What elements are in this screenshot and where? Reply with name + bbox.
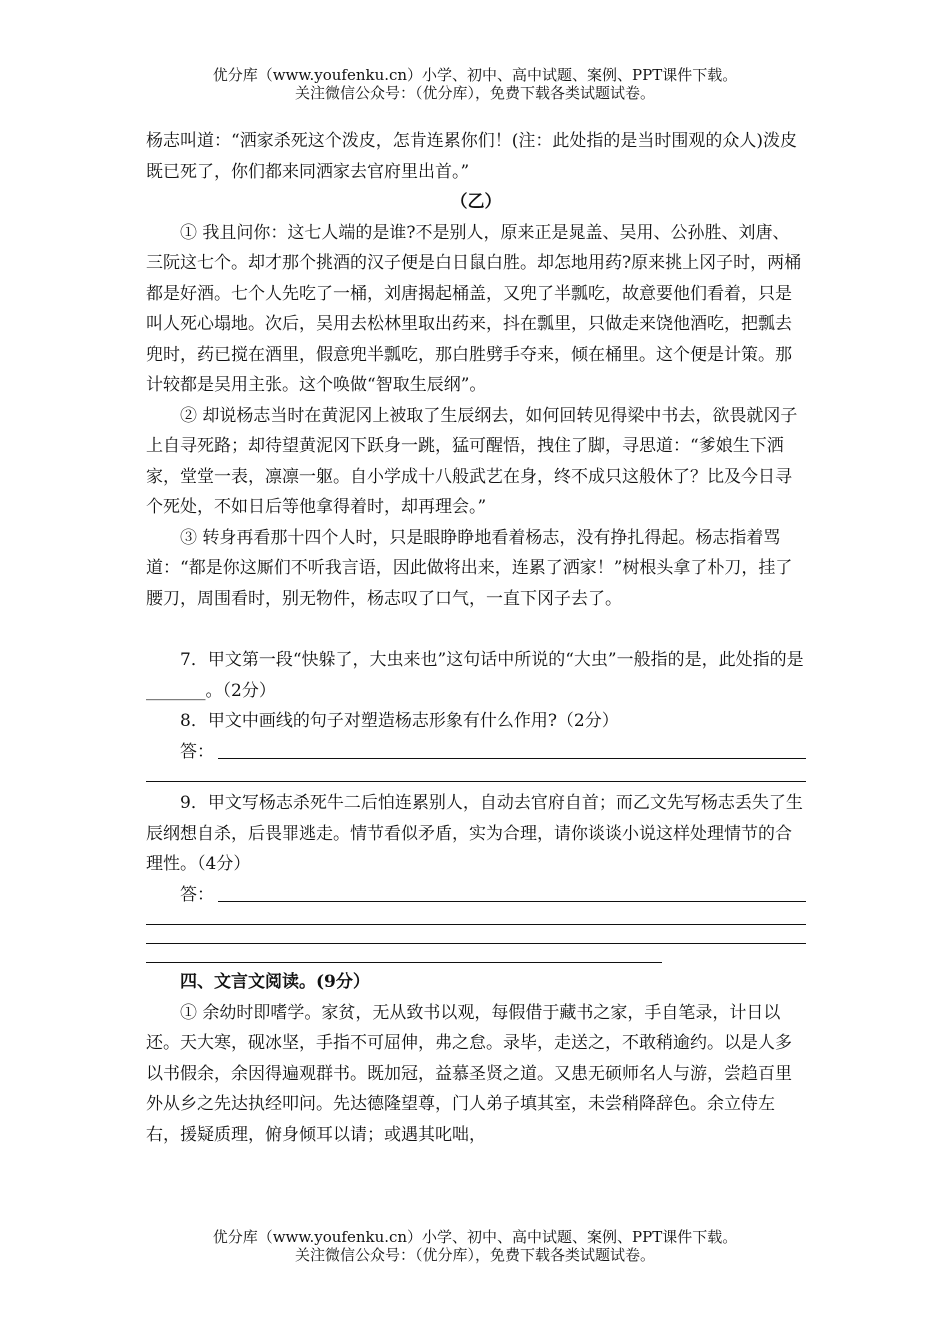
answer-rule-full-short[interactable] xyxy=(146,944,662,963)
header-line-1: 优分库（www.youfenku.cn）小学、初中、高中试题、案例、PPT课件下载。 xyxy=(212,66,738,84)
header-line-2: 关注微信公众号：（优分库），免费下载各类试题试卷。 xyxy=(294,84,655,102)
page-content xyxy=(146,126,806,1150)
answer-label: 答： xyxy=(180,741,214,762)
question-8: 8．甲文中画线的句子对塑造杨志形象有什么作用?（2分） xyxy=(180,711,619,731)
passage-yi-title: （乙） xyxy=(450,192,502,212)
passage-yi-paragraph-3: ③ 转身再看那十四个人时，只是眼睁睁地看着杨志，没有挣扎得起。杨志指着骂道：“都是你这厮们不听我言语，因此做将出来，连累了洒家！”树根头拿了朴刀，挂了腰刀，周围看时，别无物件，杨志叹了口气，一直下冈子去了。 xyxy=(146,527,793,609)
question-7-text-b: ，此处指的是 xyxy=(701,650,804,670)
page-header xyxy=(0,66,950,102)
answer-rule xyxy=(218,758,806,759)
answer-rule-full[interactable] xyxy=(146,910,806,925)
answer-label: 答： xyxy=(180,884,214,905)
answer-line-q9[interactable] xyxy=(146,880,806,911)
passage-yi-paragraph-1: ① 我且问你：这七人端的是谁?不是别人，原来正是晁盖、吴用、公孙胜、刘唐、三阮这七个。却才那个挑酒的汉子便是白日鼠白胜。却怎地用药?原来挑上冈子时，两桶都是好酒。七个人先吃了一桶，刘唐揭起桶盖，又兜了半瓢吃，故意要他们看着，只是叫人死心塌地。次后，吴用去松林里取出药来，抖在瓢里，只做走来饶他酒吃，把瓢去兜时，药已搅在酒里，假意兜半瓢吃，那白胜劈手夺来，倾在桶里。这个便是计策。那计较都是吴用主张。这个唤做“智取生辰纲”。 xyxy=(146,222,802,395)
answer-line-q8[interactable] xyxy=(146,737,806,768)
answer-rule-full[interactable] xyxy=(146,925,806,944)
footer-line-2: 关注微信公众号：（优分库），免费下载各类试题试卷。 xyxy=(294,1246,655,1264)
passage-yi-paragraph-2: ② 却说杨志当时在黄泥冈上被取了生辰纲去，如何回转见得梁中书去，欲畏就冈子上自寻死路；却待望黄泥冈下跃身一跳，猛可醒悟，拽住了脚，寻思道：“爹娘生下洒家，堂堂一表，凛凛一躯。自小学成十八般武艺在身，终不成只这般休了？比及今日寻个死处，不如日后等他拿得着时，却再理会。” xyxy=(146,405,798,517)
answer-rule xyxy=(218,901,806,902)
footer-line-1: 优分库（www.youfenku.cn）小学、初中、高中试题、案例、PPT课件下载。 xyxy=(212,1228,738,1246)
answer-rule-full[interactable] xyxy=(146,767,806,782)
question-7-text-a: 7．甲文第一段“快躲了，大虫来也”这句话中所说的“大虫”一般指的是 xyxy=(180,650,702,670)
section-4-paragraph-1: ① 余幼时即嗜学。家贫，无从致书以观，每假借于藏书之家，手自笔录，计日以还。天大寒，砚冰坚，手指不可屈伸，弗之怠。录毕，走送之，不敢稍逾约。以是人多以书假余，余因得遍观群书。既加冠，益慕圣贤之道。又患无硕师名人与游，尝趋百里外从乡之先达执经叩问。先达德隆望尊，门人弟子填其室，未尝稍降辞色。余立侍左右，援疑质理，俯身倾耳以请；或遇其叱咄， xyxy=(146,1002,792,1145)
passage-jia-end: 杨志叫道：“洒家杀死这个泼皮，怎肯连累你们！(注：此处指的是当时围观的众人)泼皮既已死了，你们都来同洒家去官府里出首。” xyxy=(146,131,797,182)
question-7-blank[interactable]: _______ xyxy=(146,680,206,701)
section-4-title: 四、文言文阅读。(9分） xyxy=(180,972,370,992)
spacer xyxy=(146,614,806,645)
question-7 xyxy=(146,645,806,706)
question-7-score: 。（2分） xyxy=(205,680,276,701)
question-9: 9．甲文写杨志杀死牛二后怕连累别人，自动去官府自首；而乙文先写杨志丢失了生辰纲想自杀，后畏罪逃走。情节看似矛盾，实为合理，请你谈谈小说这样处理情节的合理性。（4分） xyxy=(146,793,803,874)
page-footer xyxy=(0,1228,950,1264)
